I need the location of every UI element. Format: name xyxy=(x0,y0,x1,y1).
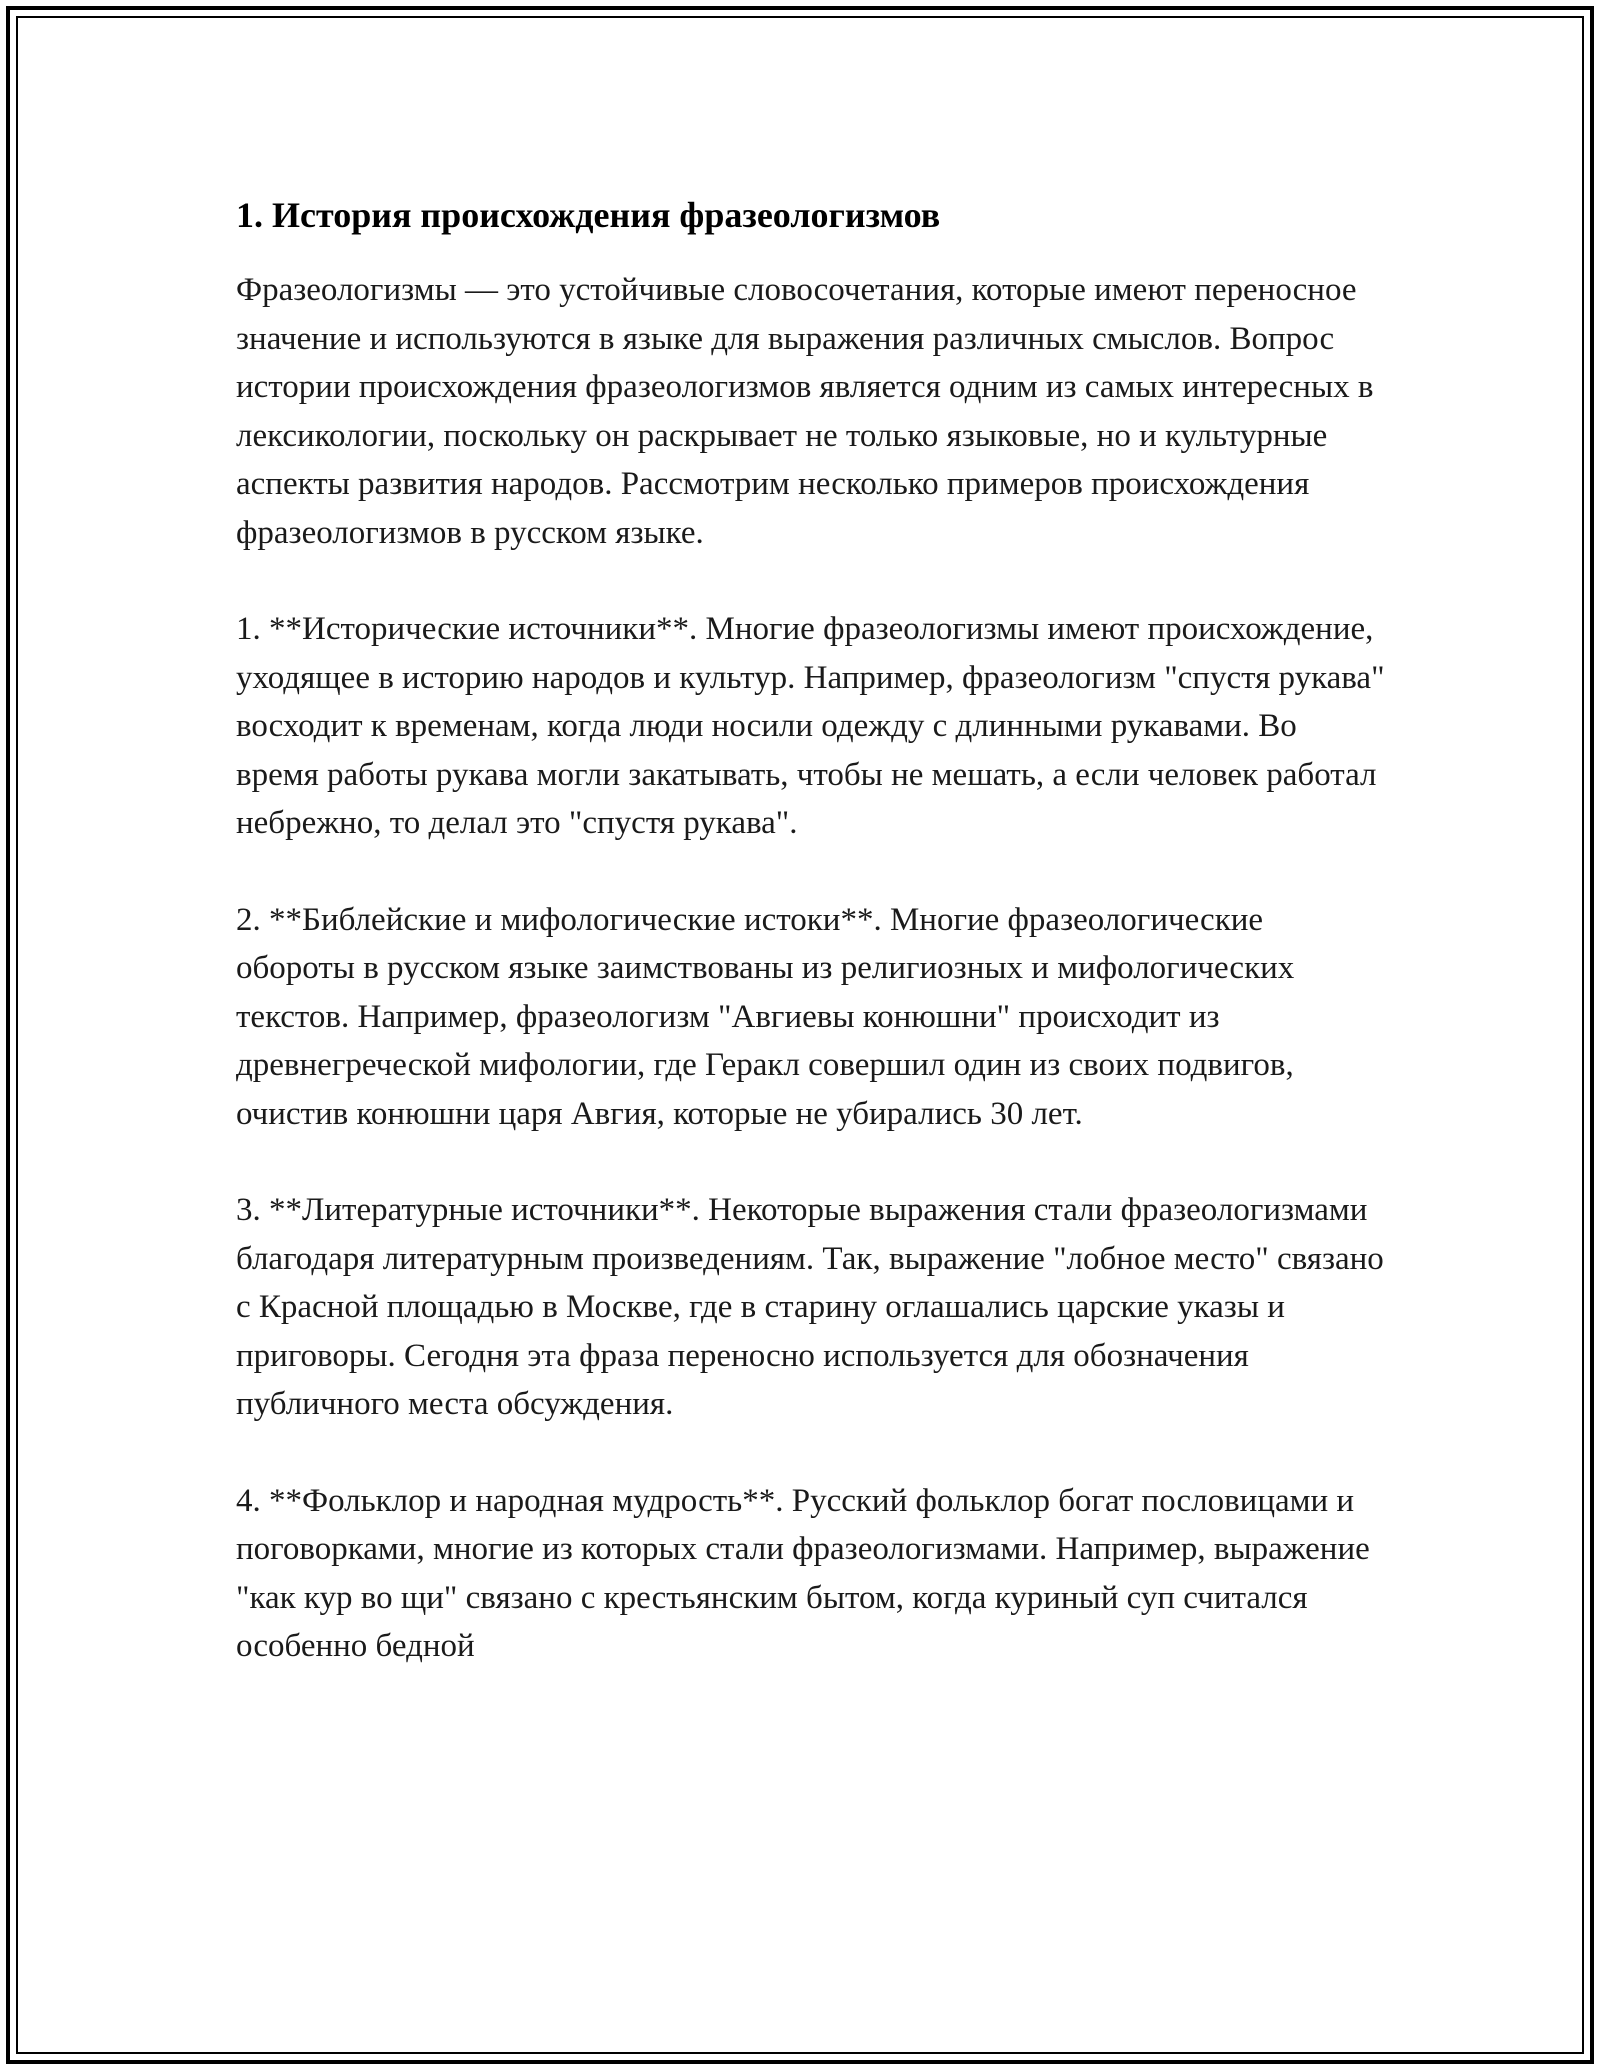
document-content xyxy=(236,186,1386,1671)
section-heading: 1. История происхождения фразеологизмов xyxy=(236,195,941,235)
list-item-historical-sources: 1. **Исторические источники**. Многие фразеологизмы имеют происхождение, уходящее в историю народов и культур. Например, фразеологизм "спустя рукава" восходит к временам, когда люди носили одежду с длинными рукавами. Во время работы рукава могли закатывать, чтобы не мешать, а если человек работал небрежно, то делал это "спустя рукава". xyxy=(236,611,1385,841)
list-item-folklore: 4. **Фольклор и народная мудрость**. Русский фольклор богат пословицами и поговорками, многие из которых стали фразеологизмами. Например, выражение "как кур во щи" связано с крестьянским бытом, когда куриный суп считался особенно бедной xyxy=(236,1482,1370,1664)
list-item-biblical-mythological-origins: 2. **Библейские и мифологические истоки**. Многие фразеологические обороты в русском языке заимствованы из религиозных и мифологических текстов. Например, фразеологизм "Авгиевы конюшни" происходит из древнегреческой мифологии, где Геракл совершил один из своих подвигов, очистив конюшни царя Авгия, которые не убирались 30 лет. xyxy=(236,901,1295,1132)
intro-paragraph: Фразеологизмы — это устойчивые словосочетания, которые имеют переносное значение и используются в языке для выражения различных смыслов. Вопрос истории происхождения фразеологизмов является одним из самых интересных в лексикологии, поскольку он раскрывает не только языковые, но и культурные аспекты развития народов. Рассмотрим несколько примеров происхождения фразеологизмов в русском языке. xyxy=(236,272,1374,551)
list-item-literary-sources: 3. **Литературные источники**. Некоторые выражения стали фразеологизмами благодаря литературным произведениям. Так, выражение "лобное место" связано с Красной площадью в Москве, где в старину оглашались царские указы и приговоры. Сегодня эта фраза переносно используется для обозначения публичного места обсуждения. xyxy=(236,1192,1384,1422)
